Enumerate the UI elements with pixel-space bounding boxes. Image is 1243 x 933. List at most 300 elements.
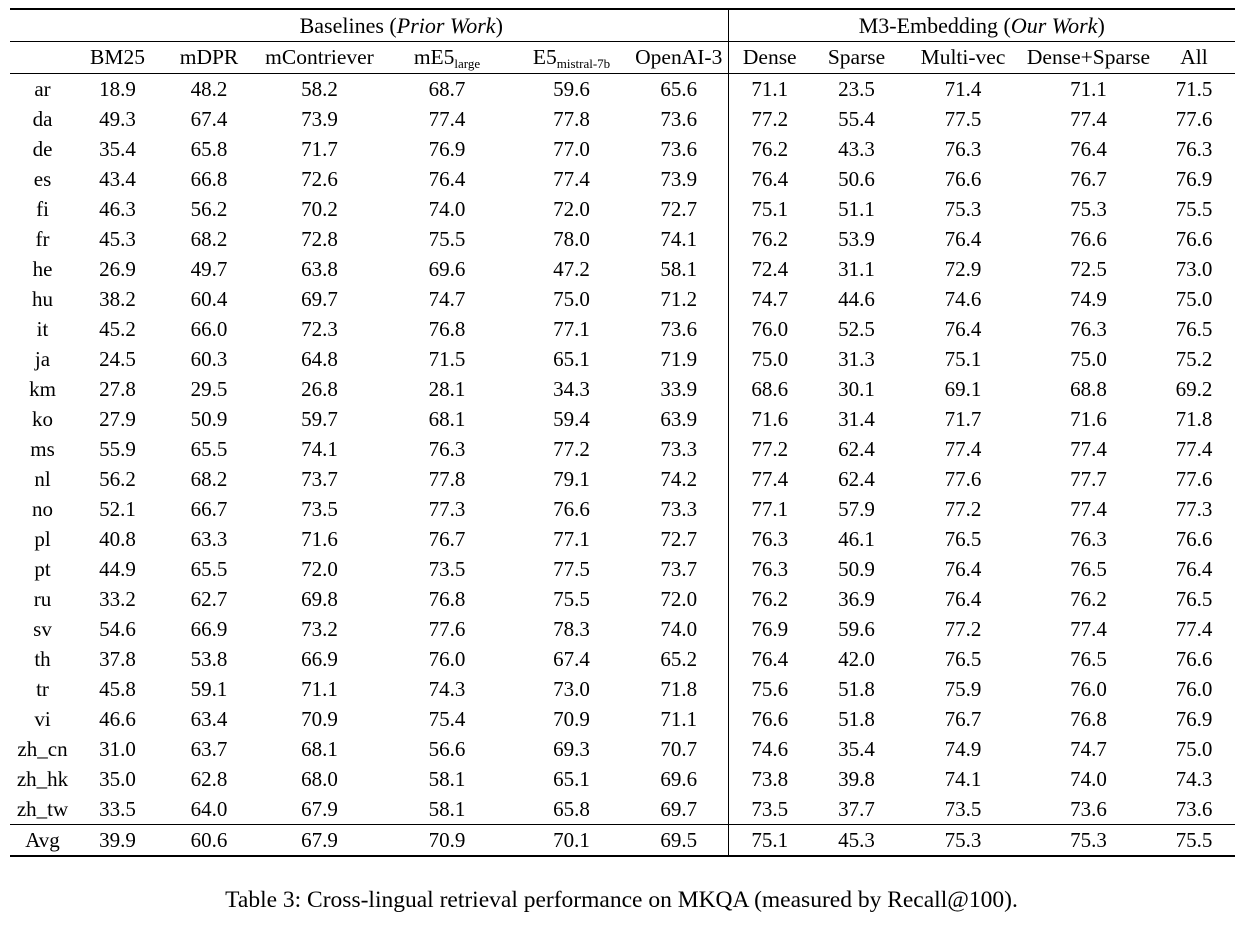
metric-cell: 27.9	[99, 407, 136, 431]
metric-cell: 74.0	[428, 197, 466, 221]
metric-cell: 53.9	[838, 227, 875, 251]
metric-cell: 74.1	[944, 767, 982, 791]
row-label: fr	[35, 227, 50, 251]
metric-cell: 76.2	[1070, 587, 1107, 611]
metric-cell: 77.8	[553, 107, 590, 131]
metric-cell: 77.2	[728, 434, 811, 464]
row-label: vi	[34, 707, 51, 731]
metric-cell: 76.4	[1070, 137, 1107, 161]
metric-cell: 77.2	[944, 497, 982, 521]
metric-cell: 28.1	[428, 377, 466, 401]
metric-cell: 67.4	[553, 647, 590, 671]
metric-cell: 76.6	[553, 497, 590, 521]
row-label: fi	[36, 197, 49, 221]
metric-cell: 76.4	[728, 164, 811, 194]
metric-cell: 74.1	[660, 227, 698, 251]
col-header-mcontriever	[258, 42, 381, 74]
metric-cell: 68.8	[1070, 377, 1107, 401]
metric-cell: 64.8	[301, 347, 338, 371]
metric-cell: 63.8	[301, 257, 338, 281]
metric-cell: 69.1	[944, 377, 982, 401]
metric-cell: 77.4	[1070, 107, 1107, 131]
metric-cell: 77.4	[428, 107, 466, 131]
row-label: pl	[34, 527, 51, 551]
row-label: zh_hk	[16, 767, 69, 791]
row-label: tr	[36, 677, 49, 701]
metric-cell: 73.6	[1175, 797, 1213, 821]
metric-cell: 68.2	[190, 467, 228, 491]
col-header-subscript: large	[454, 56, 481, 71]
col-header-label: All	[1180, 45, 1208, 69]
metric-cell: 60.4	[190, 287, 228, 311]
table-row	[10, 434, 1235, 464]
group-header-baselines	[75, 9, 728, 42]
row-label: ko	[32, 407, 53, 431]
metric-cell: 37.8	[99, 647, 136, 671]
row-label: km	[29, 377, 56, 401]
metric-cell: 58.1	[428, 797, 466, 821]
metric-cell: 69.6	[428, 257, 466, 281]
metric-cell: 73.6	[1070, 797, 1107, 821]
table-row	[10, 374, 1235, 404]
metric-cell: 76.8	[1070, 707, 1107, 731]
metric-cell: 36.9	[838, 587, 875, 611]
metric-cell: 71.1	[301, 677, 338, 701]
metric-cell: 76.5	[1175, 587, 1213, 611]
metric-cell: 33.5	[99, 797, 136, 821]
metric-cell: 76.6	[728, 704, 811, 734]
col-header-mdpr	[160, 42, 258, 74]
metric-cell: 44.9	[99, 557, 136, 581]
metric-cell: 76.3	[1070, 527, 1107, 551]
metric-cell: 63.3	[190, 527, 228, 551]
metric-cell: 71.2	[660, 287, 698, 311]
metric-cell: 75.5	[428, 227, 466, 251]
metric-cell: 73.5	[944, 797, 982, 821]
metric-cell: 37.7	[838, 797, 875, 821]
metric-cell: 76.5	[1175, 317, 1213, 341]
metric-cell: 76.7	[944, 707, 982, 731]
metric-cell: 70.2	[301, 197, 338, 221]
table-row	[10, 164, 1235, 194]
metric-cell: 77.1	[728, 494, 811, 524]
metric-cell: 72.7	[660, 527, 698, 551]
metric-cell: 74.1	[301, 437, 338, 461]
group-title-italic: Prior Work	[396, 13, 496, 38]
metric-cell: 71.7	[944, 407, 982, 431]
table-row	[10, 644, 1235, 674]
metric-cell: 50.9	[838, 557, 875, 581]
table-row	[10, 524, 1235, 554]
metric-cell: 51.8	[838, 707, 875, 731]
metric-cell: 68.2	[190, 227, 228, 251]
col-header-label: mDPR	[179, 45, 239, 69]
metric-cell: 72.0	[660, 587, 698, 611]
row-label: es	[33, 167, 52, 191]
metric-cell: 77.3	[1175, 497, 1213, 521]
metric-cell: 51.1	[838, 197, 875, 221]
row-label: de	[32, 137, 53, 161]
metric-cell: 73.3	[660, 437, 698, 461]
metric-cell: 65.5	[190, 557, 228, 581]
metric-cell: 75.1	[944, 347, 982, 371]
group-title-italic: Our Work	[1010, 13, 1098, 38]
metric-cell: 72.8	[301, 227, 338, 251]
metric-cell: 71.9	[660, 347, 698, 371]
metric-cell: 65.8	[190, 137, 228, 161]
metric-cell: 40.8	[99, 527, 136, 551]
metric-cell: 75.5	[1175, 197, 1213, 221]
col-header-all	[1153, 42, 1235, 74]
metric-cell: 78.3	[553, 617, 590, 641]
metric-cell: 71.8	[1175, 407, 1213, 431]
col-header-label: E5	[532, 45, 557, 69]
row-label: ru	[33, 587, 52, 611]
metric-cell: 75.0	[553, 287, 590, 311]
metric-cell: 75.0	[728, 344, 811, 374]
metric-cell: 26.8	[301, 377, 338, 401]
metric-cell: 71.4	[944, 77, 982, 101]
table-row	[10, 464, 1235, 494]
metric-cell: 73.5	[428, 557, 466, 581]
metric-cell: 76.6	[944, 167, 982, 191]
table-row	[10, 344, 1235, 374]
metric-cell: 75.5	[1153, 825, 1235, 857]
table-row	[10, 614, 1235, 644]
group-title-suffix: )	[495, 13, 503, 38]
metric-cell: 75.6	[728, 674, 811, 704]
metric-cell: 76.4	[428, 167, 466, 191]
group-title-suffix: )	[1097, 13, 1105, 38]
metric-cell: 76.3	[1175, 137, 1213, 161]
metric-cell: 18.9	[99, 77, 136, 101]
metric-cell: 77.2	[553, 437, 590, 461]
metric-cell: 39.9	[75, 825, 160, 857]
metric-cell: 77.1	[553, 317, 590, 341]
metric-cell: 35.0	[99, 767, 136, 791]
metric-cell: 77.8	[428, 467, 466, 491]
group-header-row	[10, 9, 1235, 42]
metric-cell: 77.5	[944, 107, 982, 131]
metric-cell: 58.1	[660, 257, 698, 281]
table-row	[10, 764, 1235, 794]
col-header-label: Multi-vec	[920, 45, 1006, 69]
col-header-e5	[513, 42, 630, 74]
metric-cell: 75.4	[428, 707, 466, 731]
col-header-multi-vec	[902, 42, 1024, 74]
metric-cell: 78.0	[553, 227, 590, 251]
metric-cell: 77.4	[1070, 497, 1107, 521]
table-row	[10, 554, 1235, 584]
metric-cell: 35.4	[99, 137, 136, 161]
metric-cell: 77.4	[1070, 617, 1107, 641]
metric-cell: 69.3	[553, 737, 590, 761]
metric-cell: 46.3	[99, 197, 136, 221]
metric-cell: 68.1	[301, 737, 338, 761]
metric-cell: 48.2	[190, 77, 228, 101]
metric-cell: 77.4	[944, 437, 982, 461]
table-row	[10, 74, 1235, 105]
metric-cell: 73.5	[301, 497, 338, 521]
row-label: th	[34, 647, 51, 671]
metric-cell: 74.6	[728, 734, 811, 764]
table-row	[10, 284, 1235, 314]
metric-cell: 76.4	[1175, 557, 1213, 581]
metric-cell: 76.3	[1070, 317, 1107, 341]
metric-cell: 60.3	[190, 347, 228, 371]
table-row	[10, 794, 1235, 825]
metric-cell: 69.2	[1175, 377, 1213, 401]
metric-cell: 74.3	[428, 677, 466, 701]
metric-cell: 62.7	[190, 587, 228, 611]
col-header-label: mContriever	[265, 45, 374, 69]
metric-cell: 76.2	[728, 134, 811, 164]
col-header-dense-sparse	[1024, 42, 1153, 74]
metric-cell: 76.9	[728, 614, 811, 644]
metric-cell: 31.3	[838, 347, 875, 371]
metric-cell: 74.6	[944, 287, 982, 311]
metric-cell: 70.7	[660, 737, 698, 761]
metric-cell: 77.6	[428, 617, 466, 641]
metric-cell: 74.0	[1070, 767, 1107, 791]
row-label: Avg	[10, 825, 75, 857]
metric-cell: 77.4	[1070, 437, 1107, 461]
metric-cell: 76.8	[428, 587, 466, 611]
table-row	[10, 224, 1235, 254]
metric-cell: 56.2	[190, 197, 228, 221]
metric-cell: 75.3	[1070, 197, 1107, 221]
row-label: zh_tw	[16, 797, 69, 821]
metric-cell: 76.5	[944, 527, 982, 551]
metric-cell: 35.4	[838, 737, 875, 761]
results-table	[10, 8, 1235, 857]
metric-cell: 73.0	[553, 677, 590, 701]
metric-cell: 47.2	[553, 257, 590, 281]
metric-cell: 74.2	[660, 467, 698, 491]
metric-cell: 77.5	[553, 557, 590, 581]
metric-cell: 77.7	[1070, 467, 1107, 491]
metric-cell: 52.1	[99, 497, 136, 521]
metric-cell: 76.2	[728, 224, 811, 254]
metric-cell: 71.6	[301, 527, 338, 551]
metric-cell: 71.5	[1175, 77, 1213, 101]
metric-cell: 29.5	[190, 377, 228, 401]
metric-cell: 67.9	[258, 825, 381, 857]
metric-cell: 63.7	[190, 737, 228, 761]
metric-cell: 23.5	[838, 77, 875, 101]
table-row	[10, 734, 1235, 764]
col-header-dense	[728, 42, 811, 74]
metric-cell: 76.8	[428, 317, 466, 341]
metric-cell: 77.1	[553, 527, 590, 551]
metric-cell: 34.3	[553, 377, 590, 401]
metric-cell: 73.0	[1175, 257, 1213, 281]
table-row	[10, 584, 1235, 614]
table-row	[10, 404, 1235, 434]
metric-cell: 74.7	[428, 287, 466, 311]
row-label: hu	[32, 287, 53, 311]
metric-cell: 44.6	[838, 287, 875, 311]
metric-cell: 67.9	[301, 797, 338, 821]
metric-cell: 62.4	[838, 467, 875, 491]
metric-cell: 71.6	[1070, 407, 1107, 431]
metric-cell: 75.0	[1070, 347, 1107, 371]
metric-cell: 71.5	[428, 347, 466, 371]
table-row	[10, 194, 1235, 224]
metric-cell: 46.1	[838, 527, 875, 551]
col-header-subscript: mistral-7b	[556, 56, 611, 71]
metric-cell: 33.9	[660, 377, 698, 401]
metric-cell: 75.2	[1175, 347, 1213, 371]
metric-cell: 71.6	[728, 404, 811, 434]
table-row	[10, 704, 1235, 734]
metric-cell: 76.5	[1070, 647, 1107, 671]
metric-cell: 71.1	[728, 74, 811, 105]
metric-cell: 59.1	[190, 677, 228, 701]
col-header-sparse	[811, 42, 902, 74]
metric-cell: 77.6	[1175, 467, 1213, 491]
metric-cell: 43.4	[99, 167, 136, 191]
metric-cell: 42.0	[838, 647, 875, 671]
metric-cell: 33.2	[99, 587, 136, 611]
metric-cell: 76.3	[728, 554, 811, 584]
metric-cell: 76.3	[944, 137, 982, 161]
metric-cell: 65.1	[553, 347, 590, 371]
metric-cell: 53.8	[190, 647, 228, 671]
row-label: it	[36, 317, 49, 341]
row-label: da	[32, 107, 53, 131]
metric-cell: 75.0	[1175, 287, 1213, 311]
table-row	[10, 134, 1235, 164]
metric-cell: 76.6	[1175, 527, 1213, 551]
metric-cell: 69.7	[660, 797, 698, 821]
metric-cell: 67.4	[190, 107, 228, 131]
metric-cell: 73.5	[728, 794, 811, 825]
metric-cell: 73.2	[301, 617, 338, 641]
metric-cell: 77.4	[553, 167, 590, 191]
row-label: nl	[34, 467, 51, 491]
table-row	[10, 314, 1235, 344]
table-row	[10, 674, 1235, 704]
metric-cell: 74.0	[660, 617, 698, 641]
metric-cell: 49.3	[99, 107, 136, 131]
metric-cell: 73.7	[301, 467, 338, 491]
metric-cell: 75.1	[728, 194, 811, 224]
metric-cell: 73.9	[660, 167, 698, 191]
corner-cell	[10, 9, 75, 42]
column-header-row	[10, 42, 1235, 74]
metric-cell: 54.6	[99, 617, 136, 641]
metric-cell: 75.1	[728, 825, 811, 857]
metric-cell: 77.2	[728, 104, 811, 134]
metric-cell: 76.4	[944, 557, 982, 581]
metric-cell: 62.8	[190, 767, 228, 791]
row-label: ar	[34, 77, 51, 101]
metric-cell: 59.4	[553, 407, 590, 431]
metric-cell: 75.3	[944, 197, 982, 221]
metric-cell: 76.0	[1175, 677, 1213, 701]
row-label: ja	[34, 347, 51, 371]
metric-cell: 73.8	[728, 764, 811, 794]
metric-cell: 66.8	[190, 167, 228, 191]
metric-cell: 70.9	[553, 707, 590, 731]
row-label: pt	[34, 557, 51, 581]
metric-cell: 72.4	[728, 254, 811, 284]
metric-cell: 71.1	[660, 707, 698, 731]
metric-cell: 76.0	[1070, 677, 1107, 701]
corner-cell	[10, 42, 75, 74]
metric-cell: 74.7	[1070, 737, 1107, 761]
metric-cell: 76.4	[728, 644, 811, 674]
metric-cell: 63.9	[660, 407, 698, 431]
metric-cell: 76.9	[428, 137, 466, 161]
metric-cell: 51.8	[838, 677, 875, 701]
metric-cell: 76.9	[1175, 167, 1213, 191]
metric-cell: 55.9	[99, 437, 136, 461]
metric-cell: 45.2	[99, 317, 136, 341]
metric-cell: 66.9	[301, 647, 338, 671]
metric-cell: 76.0	[728, 314, 811, 344]
metric-cell: 59.6	[838, 617, 875, 641]
metric-cell: 72.6	[301, 167, 338, 191]
metric-cell: 75.3	[1024, 825, 1153, 857]
metric-cell: 45.3	[99, 227, 136, 251]
metric-cell: 76.9	[1175, 707, 1213, 731]
metric-cell: 49.7	[190, 257, 228, 281]
metric-cell: 71.7	[301, 137, 338, 161]
metric-cell: 75.5	[553, 587, 590, 611]
metric-cell: 50.6	[838, 167, 875, 191]
metric-cell: 73.6	[660, 317, 698, 341]
metric-cell: 73.9	[301, 107, 338, 131]
metric-cell: 65.2	[660, 647, 698, 671]
metric-cell: 26.9	[99, 257, 136, 281]
metric-cell: 39.8	[838, 767, 875, 791]
metric-cell: 64.0	[190, 797, 228, 821]
metric-cell: 76.6	[1175, 647, 1213, 671]
metric-cell: 55.4	[838, 107, 875, 131]
metric-cell: 70.9	[301, 707, 338, 731]
metric-cell: 76.7	[428, 527, 466, 551]
metric-cell: 76.0	[428, 647, 466, 671]
metric-cell: 77.4	[728, 464, 811, 494]
metric-cell: 58.2	[301, 77, 338, 101]
metric-cell: 74.7	[728, 284, 811, 314]
group-title-prefix: M3-Embedding (	[858, 13, 1011, 38]
metric-cell: 76.6	[1070, 227, 1107, 251]
metric-cell: 46.6	[99, 707, 136, 731]
metric-cell: 30.1	[838, 377, 875, 401]
metric-cell: 58.1	[428, 767, 466, 791]
col-header-bm25	[75, 42, 160, 74]
metric-cell: 65.8	[553, 797, 590, 821]
metric-cell: 31.0	[99, 737, 136, 761]
metric-cell: 73.6	[660, 107, 698, 131]
metric-cell: 66.0	[190, 317, 228, 341]
col-header-label: BM25	[90, 45, 145, 69]
metric-cell: 63.4	[190, 707, 228, 731]
metric-cell: 71.1	[1070, 77, 1107, 101]
metric-cell: 24.5	[99, 347, 136, 371]
metric-cell: 77.2	[944, 617, 982, 641]
metric-cell: 75.9	[944, 677, 982, 701]
row-label: zh_cn	[17, 737, 68, 761]
metric-cell: 70.1	[513, 825, 630, 857]
metric-cell: 75.0	[1175, 737, 1213, 761]
metric-cell: 74.9	[1070, 287, 1107, 311]
metric-cell: 79.1	[553, 467, 590, 491]
metric-cell: 75.3	[902, 825, 1024, 857]
